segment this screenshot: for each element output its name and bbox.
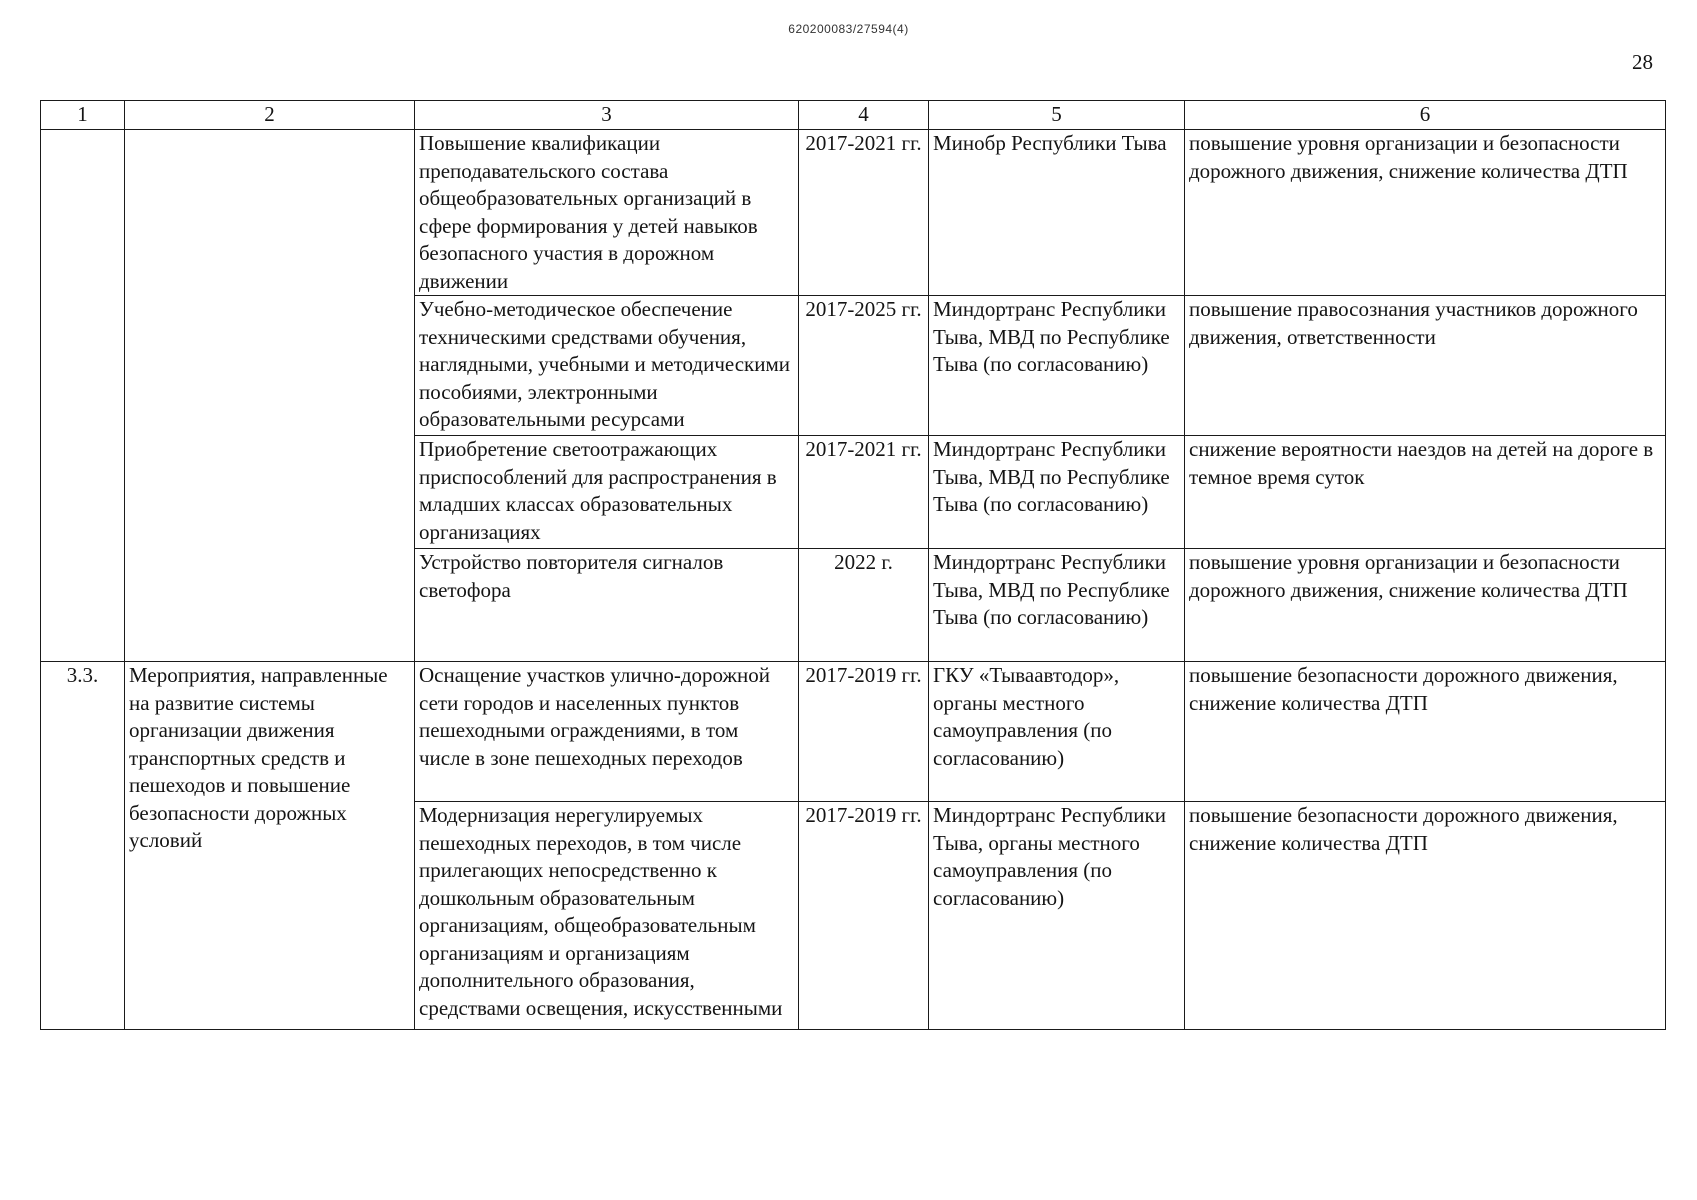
page-number: 28 (1632, 50, 1653, 74)
executor-cell: ГКУ «Тываавтодор», органы местного самоуправления (по согласованию) (929, 662, 1185, 802)
action-cell: Повышение квалификации преподавательского состава общеобразовательных организаций в сфере формирования у детей навыков безопасного участия в дорожном движении (415, 130, 799, 296)
column-header-3: 3 (415, 101, 799, 130)
column-header-5: 5 (929, 101, 1185, 130)
action-cell: Учебно-методическое обеспечение техническими средствами обучения, наглядными, учебными и методическими пособиями, электронными образовательными ресурсами (415, 296, 799, 436)
period-cell: 2017-2025 гг. (799, 296, 929, 436)
action-cell: Оснащение участков улично-дорожной сети городов и населенных пунктов пешеходными ограждениями, в том числе в зоне пешеходных переходов (415, 662, 799, 802)
period-cell: 2017-2019 гг. (799, 662, 929, 802)
column-header-6: 6 (1185, 101, 1666, 130)
measure-group-cell: Мероприятия, направленные на развитие системы организации движения транспортных средств и пешеходов и повышение безопасности дорожных условий (125, 662, 415, 1030)
result-cell: снижение вероятности наездов на детей на дороге в темное время суток (1185, 436, 1666, 549)
column-header-2: 2 (125, 101, 415, 130)
result-cell: повышение безопасности дорожного движения, снижение количества ДТП (1185, 802, 1666, 1030)
row-number-cell (41, 130, 125, 662)
executor-cell: Миндортранс Республики Тыва, органы местного самоуправления (по согласованию) (929, 802, 1185, 1030)
measure-group-cell (125, 130, 415, 662)
table-row (41, 662, 1666, 802)
result-cell: повышение уровня организации и безопасности дорожного движения, снижение количества ДТП (1185, 130, 1666, 296)
header-row (41, 101, 1666, 130)
column-header-1: 1 (41, 101, 125, 130)
column-header-4: 4 (799, 101, 929, 130)
executor-cell: Минобр Республики Тыва (929, 130, 1185, 296)
action-cell: Модернизация нерегулируемых пешеходных переходов, в том числе прилегающих непосредственно к дошкольным образовательным организациям, общеобразовательным организациям и организациям дополнительного образования, средствами освещения, искусственными (415, 802, 799, 1030)
document-code: 620200083/27594(4) (788, 22, 909, 36)
result-cell: повышение правосознания участников дорожного движения, ответственности (1185, 296, 1666, 436)
period-cell: 2017-2021 гг. (799, 436, 929, 549)
result-cell: повышение безопасности дорожного движения, снижение количества ДТП (1185, 662, 1666, 802)
period-cell: 2017-2019 гг. (799, 802, 929, 1030)
executor-cell: Миндортранс Республики Тыва, МВД по Республике Тыва (по согласованию) (929, 296, 1185, 436)
row-number-cell: 3.3. (41, 662, 125, 1030)
result-cell: повышение уровня организации и безопасности дорожного движения, снижение количества ДТП (1185, 549, 1666, 662)
action-cell: Приобретение светоотражающих приспособлений для распространения в младших классах образовательных организациях (415, 436, 799, 549)
table-row (41, 130, 1666, 296)
executor-cell: Миндортранс Республики Тыва, МВД по Республике Тыва (по согласованию) (929, 436, 1185, 549)
period-cell: 2017-2021 гг. (799, 130, 929, 296)
period-cell: 2022 г. (799, 549, 929, 662)
executor-cell: Миндортранс Республики Тыва, МВД по Республике Тыва (по согласованию) (929, 549, 1185, 662)
action-cell: Устройство повторителя сигналов светофора (415, 549, 799, 662)
measures-table (40, 100, 1666, 1030)
